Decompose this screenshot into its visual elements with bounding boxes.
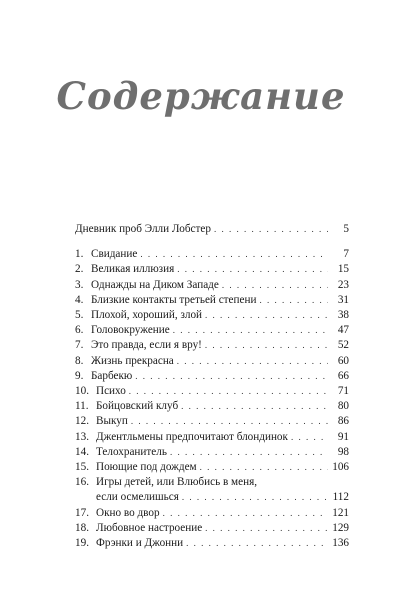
toc-entry-number: 16. (75, 476, 89, 489)
toc-entry-page: 23 (337, 278, 349, 291)
toc-entry-page: 106 (332, 461, 349, 474)
toc-entry-number: 7. (75, 339, 84, 352)
toc-entry-label: Дневник проб Элли Лобстер (75, 223, 211, 235)
toc-entry-number: 6. (75, 324, 84, 337)
toc-entry-page: 91 (337, 430, 349, 443)
leader-dots (140, 247, 328, 262)
toc-entry-label: Окно во двор (96, 506, 160, 519)
toc-entry-label: Однажды на Диком Западе (91, 278, 219, 291)
toc-entry-label: Телохранитель (96, 445, 167, 458)
toc-entry-number: 11. (75, 400, 89, 413)
toc-entry-page: 5 (343, 223, 349, 235)
toc-entry-number: 12. (75, 415, 89, 428)
toc-entry-label: Жизнь прекрасна (91, 354, 174, 367)
toc-entry (75, 338, 349, 353)
leader-dots (170, 445, 328, 460)
toc-entry (75, 536, 349, 551)
toc-entry-page: 80 (337, 400, 349, 413)
toc-entry-number: 19. (75, 537, 89, 550)
toc-entry-label: Великая иллюзия (91, 263, 175, 276)
toc-entry-number: 3. (75, 278, 84, 291)
leader-dots (131, 414, 328, 429)
toc-entry-label: Любовное настроение (96, 521, 203, 534)
toc-entry (75, 399, 349, 414)
toc-entry (75, 354, 349, 369)
chapter-list (75, 247, 349, 551)
toc-entry-label: Поющие под дождем (96, 461, 197, 474)
leader-dots (186, 536, 328, 551)
leader-dots (222, 278, 328, 293)
toc-entry-number: 5. (75, 309, 84, 322)
toc-entry-page: 112 (332, 491, 349, 504)
toc-entry-page: 15 (337, 263, 349, 276)
toc-entry-label: Психо (96, 385, 126, 398)
toc-entry-page: 129 (332, 521, 349, 534)
toc-entry-number: 2. (75, 263, 84, 276)
toc-entry (75, 384, 349, 399)
toc-entry (75, 460, 349, 475)
toc-entry (75, 521, 349, 536)
toc-entry-label: Свидание (91, 248, 138, 261)
leader-dots (205, 521, 328, 536)
toc-entry (75, 475, 349, 490)
toc-entry-number: 1. (75, 248, 84, 261)
toc-entry-label: Джентльмены предпочитают блондинок (96, 430, 288, 443)
toc-entry (75, 430, 349, 445)
toc-entry-number: 18. (75, 521, 89, 534)
toc-entry (75, 506, 349, 521)
toc-entry-page: 121 (332, 506, 349, 519)
leader-dots (173, 323, 328, 338)
toc-entry-intro (75, 222, 349, 237)
toc-entry-label: Выкуп (96, 415, 128, 428)
leader-dots (177, 262, 328, 277)
toc-entry (75, 278, 349, 293)
toc-entry-number: 15. (75, 461, 89, 474)
leader-dots (259, 293, 328, 308)
table-of-contents (75, 222, 349, 551)
toc-entry-label: Бойцовский клуб (96, 400, 179, 413)
toc-entry-number: 13. (75, 430, 89, 443)
toc-entry-label: Это правда, если я вру! (91, 339, 202, 352)
toc-entry-page: 52 (337, 339, 349, 352)
toc-entry (75, 414, 349, 429)
toc-entry-page: 98 (337, 445, 349, 458)
toc-entry-number: 14. (75, 445, 89, 458)
toc-entry-page: 86 (337, 415, 349, 428)
toc-entry (75, 247, 349, 262)
toc-entry-page: 60 (337, 354, 349, 367)
leader-dots (182, 490, 328, 505)
toc-entry-page: 66 (337, 369, 349, 382)
toc-entry-page: 7 (343, 248, 349, 261)
toc-entry (75, 262, 349, 277)
toc-entry-page: 136 (332, 537, 349, 550)
toc-entry (75, 308, 349, 323)
leader-dots (200, 460, 328, 475)
toc-entry-number: 10. (75, 385, 89, 398)
toc-entry (75, 323, 349, 338)
leader-dots (205, 308, 328, 323)
leader-dots (135, 369, 328, 384)
toc-entry-label: Фрэнки и Джонни (96, 537, 184, 550)
toc-entry-page: 31 (337, 293, 349, 306)
toc-entry-number: 8. (75, 354, 84, 367)
leader-dots (214, 222, 328, 237)
leader-dots (129, 384, 328, 399)
leader-dots (163, 506, 328, 521)
toc-entry (75, 293, 349, 308)
toc-entry-label: Барбекю (91, 369, 133, 382)
leader-dots (291, 430, 328, 445)
leader-dots (181, 399, 328, 414)
toc-entry-page: 47 (337, 324, 349, 337)
toc-entry-page: 71 (337, 385, 349, 398)
toc-entry-label-continued: если осмелишься (96, 491, 179, 504)
toc-entry-label: Близкие контакты третьей степени (91, 293, 257, 306)
page-title: Содержание (56, 74, 346, 118)
toc-entry-label: Плохой, хороший, злой (91, 309, 203, 322)
toc-entry-label: Игры детей, или Влюбись в меня, (96, 476, 258, 489)
toc-entry-number: 4. (75, 293, 84, 306)
toc-entry-page: 38 (337, 309, 349, 322)
toc-entry-continuation (75, 490, 349, 505)
toc-entry (75, 369, 349, 384)
leader-dots (205, 338, 328, 353)
toc-entry-number: 9. (75, 369, 84, 382)
leader-dots (177, 354, 328, 369)
toc-entry-number: 17. (75, 506, 89, 519)
toc-entry (75, 445, 349, 460)
toc-entry-label: Головокружение (91, 324, 170, 337)
